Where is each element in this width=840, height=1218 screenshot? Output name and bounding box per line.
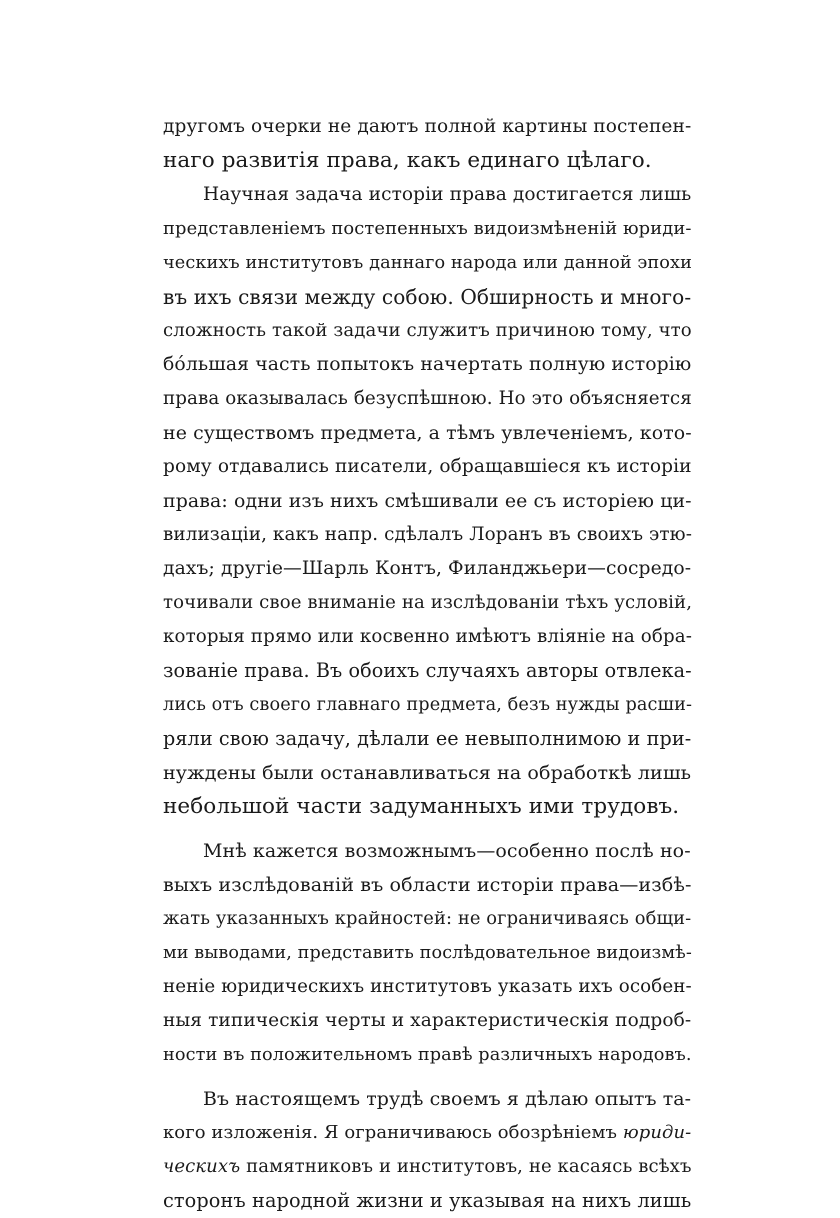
text-line: ми выводами, представить послѣдовательное видоизмѣ- [163, 943, 692, 963]
text-line: сторонъ народной жизни и указывая на нихъ лишь [163, 1189, 692, 1212]
text-line: Мнѣ кажется возможнымъ—особенно послѣ но- [203, 840, 691, 862]
text-line: нуждены были останавливаться на обработкѣ лишь [163, 762, 692, 784]
text-line: представленіемъ постепенныхъ видоизмѣненій юриди- [163, 218, 692, 239]
text-line: Въ настоящемъ трудѣ своемъ я дѣлаю опытъ та- [203, 1088, 692, 1110]
text-line: ческихъ институтовъ даннаго народа или данной эпохи [163, 253, 692, 273]
text-line: рому отдавались писатели, обращавшіеся къ исторіи [163, 456, 692, 477]
paragraph-gap [163, 824, 687, 834]
text-line: права оказывалась безуспѣшною. Но это объясняется [163, 388, 692, 409]
text-line: ряли свою задачу, дѣлали ее невыполнимою и при- [163, 727, 692, 750]
text-segment: кого изложенія. Я ограничиваюсь обозрѣніемъ [163, 1122, 623, 1143]
text-line: выхъ изслѣдованій въ области исторіи права—избѣ- [163, 873, 692, 896]
text-line: права: одни изъ нихъ смѣшивали ее съ исторіею ци- [163, 490, 692, 512]
text-line: другомъ очерки не даютъ полной картины постепен- [163, 116, 692, 137]
text-line: въ ихъ связи между собою. Обширность и много- [163, 285, 692, 309]
text-line: дахъ; другіе—Шарль Контъ, Филанджьери—сосредо- [163, 558, 692, 579]
italic-segment: юриди- [622, 1122, 692, 1143]
text-line: сложность такой задачи служитъ причиною тому, что [163, 320, 692, 341]
text-line: бóльшая часть попытокъ начертать полную исторію [163, 354, 692, 375]
text-line: зованіе права. Въ обоихъ случаяхъ авторы отвлека- [163, 659, 692, 682]
text-line: ности въ положительномъ правѣ различныхъ народовъ. [163, 1045, 692, 1065]
page-text [163, 110, 693, 1218]
text-line: вилизаціи, какъ напр. сдѣлалъ Лоранъ въ своихъ этю- [163, 524, 693, 545]
italic-segment: ческихъ [163, 1156, 241, 1177]
paragraph-gap [163, 1072, 687, 1082]
text-line: наго развитія права, какъ единаго цѣлаго. [163, 148, 652, 173]
text-line: неніе юридическихъ институтовъ указать ихъ особен- [163, 976, 692, 997]
text-line: Научная задача исторіи права достигается лишь [203, 184, 692, 205]
text-line: не существомъ предмета, а тѣмъ увлеченіемъ, кото- [163, 422, 692, 444]
text-line [163, 1116, 692, 1150]
text-line: жать указанныхъ крайностей: не ограничиваясь общи- [163, 908, 692, 929]
text-line: которыя прямо или косвенно имѣютъ вліяніе на обра- [163, 626, 693, 647]
text-line: точивали свое вниманіе на изслѣдованіи тѣхъ условій, [163, 592, 693, 613]
text-line: небольшой части задуманныхъ ими трудовъ. [163, 794, 680, 819]
text-line [163, 1150, 692, 1184]
text-line: лись отъ своего главнаго предмета, безъ нужды расши- [163, 695, 693, 715]
text-line: ныя типическія черты и характеристическія подроб- [163, 1010, 692, 1031]
text-segment: памятниковъ и институтовъ, не касаясь всѣхъ [240, 1156, 692, 1177]
